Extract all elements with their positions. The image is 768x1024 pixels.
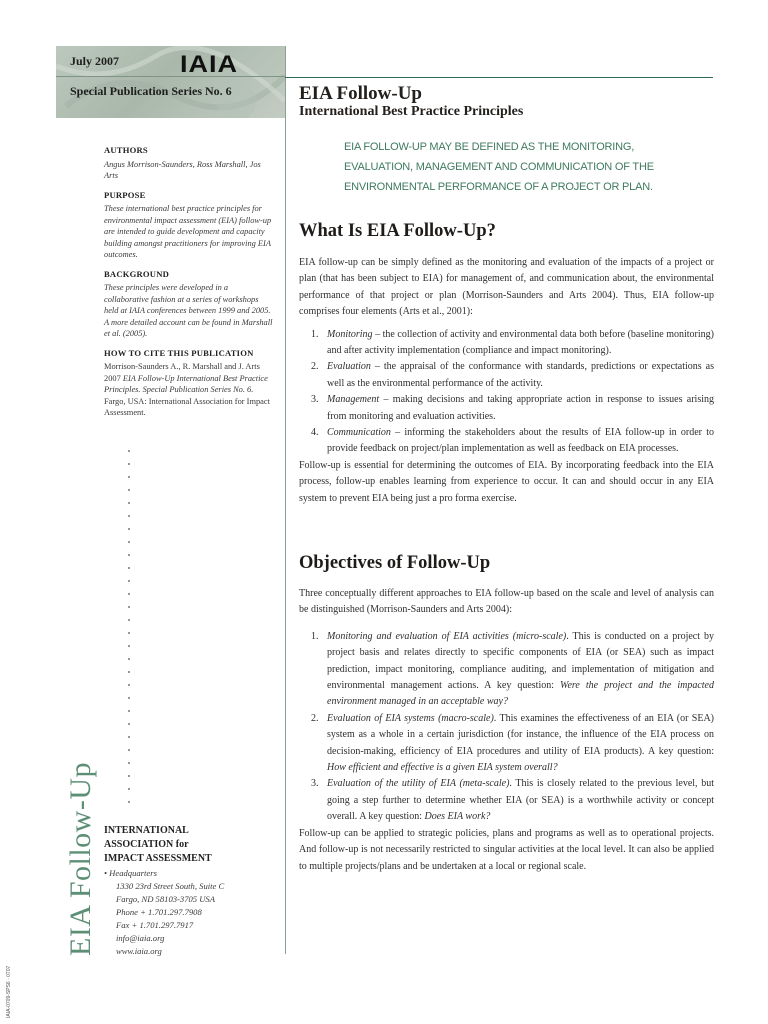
list-item bbox=[311, 425, 714, 458]
banner-divider bbox=[56, 76, 285, 77]
item-number: 4. bbox=[311, 427, 319, 439]
dot bbox=[128, 632, 130, 634]
citation-text bbox=[104, 361, 274, 419]
dot bbox=[128, 775, 130, 777]
dot bbox=[128, 619, 130, 621]
org-name-line1: INTERNATIONAL bbox=[104, 825, 189, 836]
item-text: – the collection of activity and environmental data both before (baseline monitoring) and after activity implementation (compliance and impact monitoring). bbox=[327, 328, 714, 357]
dot bbox=[128, 801, 130, 803]
dot bbox=[128, 541, 130, 543]
purpose-text: These international best practice principles for environmental impact assessment (EIA) follow-up are intended to guide development and capacity building amongst practitioners for improving EIA outcomes. bbox=[104, 204, 272, 259]
item-text: – the appraisal of the conformance with standards, predictions or expectations as well as the environmental performance of the activity. bbox=[327, 361, 714, 389]
dot bbox=[128, 567, 130, 569]
dot bbox=[128, 697, 130, 699]
dot bbox=[128, 684, 130, 686]
dot bbox=[128, 580, 130, 582]
dot bbox=[128, 736, 130, 738]
authors-block bbox=[104, 145, 274, 182]
website-link[interactable]: www.iaia.org bbox=[116, 946, 162, 956]
dot bbox=[128, 502, 130, 504]
authors-text: Angus Morrison-Saunders, Ross Marshall, Jos Arts bbox=[104, 159, 261, 180]
section1-intro: EIA follow-up can be simply defined as the monitoring and evaluation of the impacts of a project or plan (that has been subject to EIA) for management of, and communication about, the environmental performance of that project or plan (Morrison-Saunders and Arts 2004). Thus, EIA follow-up comprises four elements (Arts et al., 2001): bbox=[299, 257, 714, 318]
list-item bbox=[311, 776, 714, 825]
section1-body bbox=[299, 255, 714, 507]
dot bbox=[128, 528, 130, 530]
address-line1: 1330 23rd Street South, Suite C bbox=[116, 881, 225, 891]
item-term: Monitoring bbox=[327, 328, 373, 340]
phone-number: Phone + 1.701.297.7908 bbox=[116, 907, 202, 917]
citation-heading: HOW TO CITE THIS PUBLICATION bbox=[104, 347, 254, 358]
item-text: – making decisions and taking appropriate action in response to issues arising from monitoring and evaluation activities. bbox=[327, 394, 714, 422]
dot bbox=[128, 606, 130, 608]
item-number: 2. bbox=[311, 712, 319, 724]
section2-outro: Follow-up can be applied to strategic policies, plans and programs as well as to operational projects. And follow-up is not necessarily restricted to singular activities at the local level. It can also be applied to multiple projects/plans and be undertaken at a local or regional scale. bbox=[299, 827, 714, 872]
iaia-logo: IAIA bbox=[180, 50, 238, 78]
purpose-heading: PURPOSE bbox=[104, 189, 146, 200]
intro-statement: EIA FOLLOW-UP MAY BE DEFINED AS THE MONITORING, EVALUATION, MANAGEMENT AND COMMUNICATION OF THE ENVIRONMENTAL PERFORMANCE OF A PROJECT OR PLAN. bbox=[344, 141, 654, 193]
dot bbox=[128, 476, 130, 478]
org-name-line3: IMPACT ASSESSMENT bbox=[104, 853, 212, 864]
item-question: Does EIA work? bbox=[424, 811, 491, 823]
item-term: Evaluation of EIA systems (macro-scale) bbox=[327, 712, 494, 724]
title-rule bbox=[285, 77, 713, 78]
citation-publisher: Fargo, USA: International Association for Impact Assessment. bbox=[104, 396, 270, 417]
item-term: Monitoring and evaluation of EIA activities (micro-scale) bbox=[327, 630, 567, 642]
vertical-title: EIA Follow-Up bbox=[64, 762, 97, 956]
dot bbox=[128, 762, 130, 764]
item-number: 1. bbox=[311, 328, 319, 340]
item-question: Were the project and the impacted environment managed in an acceptable way? bbox=[327, 680, 714, 708]
dot bbox=[128, 788, 130, 790]
dot bbox=[128, 554, 130, 556]
dot bbox=[128, 515, 130, 517]
list-item bbox=[311, 327, 714, 360]
item-number: 3. bbox=[311, 394, 319, 406]
section2-body bbox=[299, 586, 714, 875]
list-item bbox=[311, 629, 714, 711]
background-block bbox=[104, 269, 274, 340]
item-number: 3. bbox=[311, 778, 319, 790]
document-subtitle: International Best Practice Principles bbox=[299, 104, 524, 119]
section1-outro: Follow-up is essential for determining the outcomes of EIA. By incorporating feedback into the EIA process, follow-up enables learning from experience to occur. It can and should occur in any EIA system to prevent EIA being just a pro forma exercise. bbox=[299, 459, 714, 504]
dot bbox=[128, 723, 130, 725]
header-banner bbox=[56, 46, 285, 118]
citation-block bbox=[104, 348, 274, 419]
citation-authors: Morrison-Saunders A., R. Marshall and J. Arts 2007 bbox=[104, 362, 260, 383]
dot bbox=[128, 450, 130, 452]
dot bbox=[128, 658, 130, 660]
list-item bbox=[311, 392, 714, 425]
item-text: . This is conducted on a project by project basis and relates directly to specific components of EIA (or SEA) such as impact prediction, impact monitoring, compliance auditing, and implementation of mitigation and environmental management actions. A key question: bbox=[327, 630, 714, 692]
series-label: Special Publication Series No. 6 bbox=[70, 84, 232, 98]
association-contact bbox=[104, 824, 279, 958]
item-term: Communication bbox=[327, 427, 391, 439]
dot bbox=[128, 671, 130, 673]
item-term: Evaluation bbox=[327, 361, 371, 373]
background-heading: BACKGROUND bbox=[104, 268, 170, 279]
dotted-leader bbox=[128, 450, 132, 814]
authors-heading: AUTHORS bbox=[104, 145, 148, 155]
column-divider bbox=[285, 46, 286, 954]
org-name-line2: ASSOCIATION for bbox=[104, 839, 189, 850]
headquarters-text: Headquarters bbox=[109, 868, 157, 878]
print-code: IAIA-0709-SPS6 · 0707 bbox=[6, 965, 12, 1018]
publication-date: July 2007 bbox=[70, 54, 120, 68]
section2-heading: Objectives of Follow-Up bbox=[299, 553, 491, 573]
address-line2: Fargo, ND 58103-3705 USA bbox=[116, 894, 215, 904]
list-item bbox=[311, 359, 714, 392]
fax-number: Fax + 1.701.297.7917 bbox=[116, 920, 194, 930]
list-item bbox=[311, 711, 714, 777]
email-link[interactable]: info@iaia.org bbox=[116, 933, 165, 943]
item-number: 2. bbox=[311, 361, 319, 373]
purpose-block bbox=[104, 190, 274, 261]
address-block bbox=[104, 880, 279, 958]
background-text: These principles were developed in a collaborative fashion at a series of workshops held at IAIA conferences between 1999 and 2005. A more detailed account can be found in Marshall et al. (2005). bbox=[104, 283, 273, 338]
item-question: How efficient and effective is a given EIA system overall? bbox=[327, 762, 558, 774]
citation-title: EIA Follow-Up International Best Practice Principles. Special Publication Series No. 6. bbox=[104, 373, 268, 394]
dot bbox=[128, 710, 130, 712]
headquarters-label: • Headquarters bbox=[104, 868, 157, 878]
document-title: EIA Follow-Up bbox=[299, 83, 422, 104]
approaches-list bbox=[299, 629, 714, 826]
dot bbox=[128, 463, 130, 465]
item-term: Management bbox=[327, 394, 380, 406]
dot bbox=[128, 749, 130, 751]
dot bbox=[128, 489, 130, 491]
dot bbox=[128, 593, 130, 595]
item-number: 1. bbox=[311, 630, 319, 642]
item-term: Evaluation of the utility of EIA (meta-scale) bbox=[327, 778, 510, 790]
sidebar bbox=[104, 145, 274, 427]
item-text: . This is closely related to the previous level, but going a step further to determine whether EIA (or SEA) is a worthwhile activity or concept overall. A key question: bbox=[327, 778, 714, 823]
follow-up-elements-list bbox=[299, 327, 714, 458]
section1-heading: What Is EIA Follow-Up? bbox=[299, 221, 496, 241]
item-text: – informing the stakeholders about the results of EIA follow-up in order to provide feedback on project/plan implementation as well as feedback on EIA processes. bbox=[327, 427, 714, 455]
section2-intro: Three conceptually different approaches to EIA follow-up based on the scale and level of analysis can be distinguished (Morrison-Saunders and Arts 2004): bbox=[299, 588, 714, 616]
item-text: . This examines the effectiveness of an EIA (or SEA) system as a whole in a certain jurisdiction (for instance, the influence of the EIA process on decision-making, efficiency of EIA procedures and utility of EIA products). A key question: bbox=[327, 712, 714, 757]
dot bbox=[128, 645, 130, 647]
